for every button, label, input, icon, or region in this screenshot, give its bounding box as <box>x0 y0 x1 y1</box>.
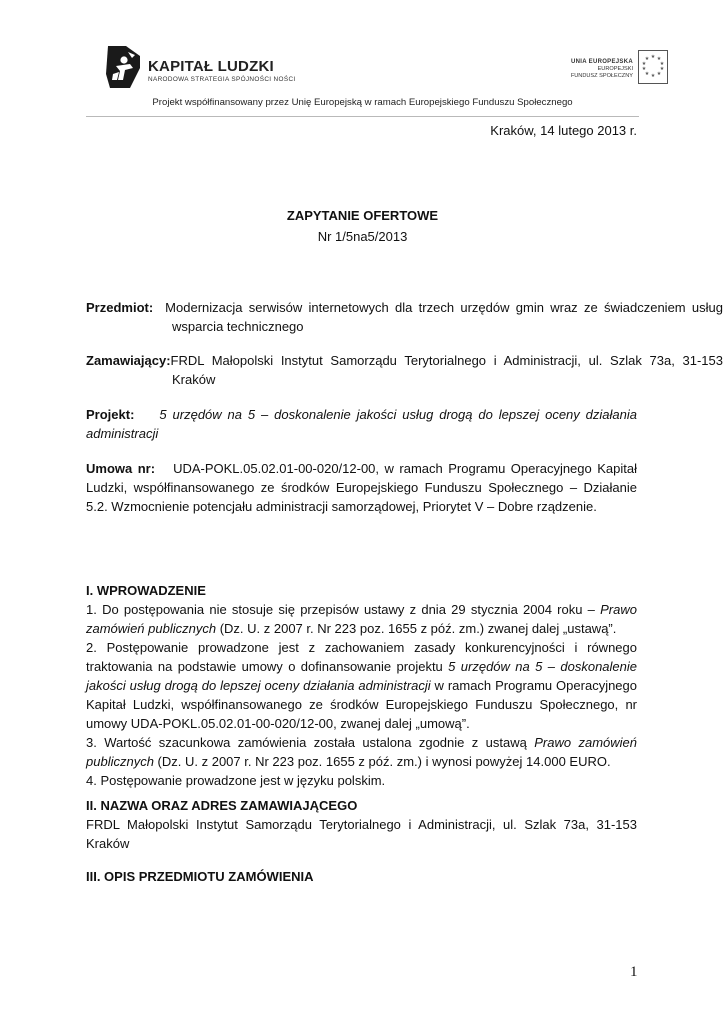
section-3-heading: III. OPIS PRZEDMIOTU ZAMÓWIENIA <box>86 869 314 884</box>
zamawiajacy-label: Zamawiający: <box>86 353 171 368</box>
zamawiajacy-row <box>86 351 723 389</box>
umowa-row <box>86 459 637 516</box>
projekt-text: 5 urzędów na 5 – doskonalenie jakości usług drogą do lepszej oceny działania administracji <box>86 407 637 441</box>
document-number: Nr 1/5na5/2013 <box>317 229 408 244</box>
svg-text:★: ★ <box>659 66 665 72</box>
svg-text:★: ★ <box>650 73 656 79</box>
svg-text:★: ★ <box>656 71 662 77</box>
svg-text:★: ★ <box>644 71 650 77</box>
section-2-text: FRDL Małopolski Instytut Samorządu Terytorialnego i Administracji, ul. Szlak 73a, 31-153 Kraków <box>86 817 637 851</box>
header-divider <box>86 116 639 117</box>
przedmiot-row <box>86 298 723 336</box>
section-1-paragraph-2: 2. Postępowanie prowadzone jest z zachowaniem zasady konkurencyjności i równego traktowania na podstawie umowy o dofinansowanie projektu 5 urzędów na 5 – doskonalenie jakości usług drogą do lepszej oceny działania administracji w ramach Programu Operacyjnego Kapitał Ludzki, współfinansowanego ze środków Europejskiego Funduszu Społecznego, nr umowy UDA-POKL.05.02.01-00-020/12-00, zwanej dalej „umową”. <box>86 640 637 731</box>
eu-text-block <box>571 59 633 81</box>
svg-text:★: ★ <box>659 61 665 67</box>
kapital-ludzki-logo-icon <box>104 44 144 90</box>
document-date: Kraków, 14 lutego 2013 r. <box>490 123 637 138</box>
document-title: ZAPYTANIE OFERTOWE <box>286 208 439 223</box>
przedmiot-text: Modernizacja serwisów internetowych dla trzech urzędów gmin wraz ze świadczeniem usług wsparcia technicznego <box>165 300 723 334</box>
umowa-text: UDA-POKL.05.02.01-00-020/12-00, w ramach Programu Operacyjnego Kapitał Ludzki, współfinansowanego ze środków Europejskiego Funduszu Społecznego – Działanie 5.2. Wzmocnienie potencjału administracji samorządowej, Priorytet V – Dobre rządzenie. <box>86 461 637 514</box>
section-1-paragraph-3: 3. Wartość szacunkowa zamówienia została ustalona zgodnie z ustawą Prawo zamówień publicznych (Dz. U. z 2007 r. Nr 223 poz. 1655 z póź. zm.) i wynosi powyżej 14.000 EURO. <box>86 735 637 769</box>
projekt-row <box>86 405 637 443</box>
logo-subtitle: NARODOWA STRATEGIA SPÓJNOŚCI NOŚCI <box>148 76 296 83</box>
svg-text:★: ★ <box>656 56 662 62</box>
logo-title: KAPITAŁ LUDZKI <box>148 58 274 75</box>
umowa-label: Umowa nr: <box>86 461 156 476</box>
svg-text:★: ★ <box>644 56 650 62</box>
cofinancing-note: Projekt współfinansowany przez Unię Europejską w ramach Europejskiego Funduszu Społecznego <box>152 97 573 108</box>
section-1-paragraph-4: 4. Postępowanie prowadzone jest w języku polskim. <box>86 773 386 788</box>
eu-flag-icon <box>638 50 668 84</box>
eu-line-2: EUROPEJSKI <box>597 66 633 73</box>
zamawiajacy-text: FRDL Małopolski Instytut Samorządu Terytorialnego i Administracji, ul. Szlak 73a, 31-153 Kraków <box>170 353 723 387</box>
projekt-label: Projekt: <box>86 407 135 422</box>
svg-text:★: ★ <box>641 61 647 67</box>
svg-text:★: ★ <box>641 66 647 72</box>
eu-line-3: FUNDUSZ SPOŁECZNY <box>570 73 633 80</box>
section-1-body <box>86 600 637 790</box>
eu-name: UNIA EUROPEJSKA <box>571 59 633 65</box>
section-2-heading: II. NAZWA ORAZ ADRES ZAMAWIAJĄCEGO <box>86 798 358 813</box>
svg-text:★: ★ <box>650 54 656 60</box>
section-1-heading: I. WPROWADZENIE <box>86 583 206 598</box>
przedmiot-label: Przedmiot: <box>86 300 154 315</box>
section-1-paragraph-1: 1. Do postępowania nie stosuje się przepisów ustawy z dnia 29 stycznia 2004 roku – Prawo zamówień publicznych (Dz. U. z 2007 r. Nr 223 poz. 1655 z póź. zm.) zwanej dalej „ustawą”. <box>86 602 637 636</box>
page-number: 1 <box>630 964 638 980</box>
